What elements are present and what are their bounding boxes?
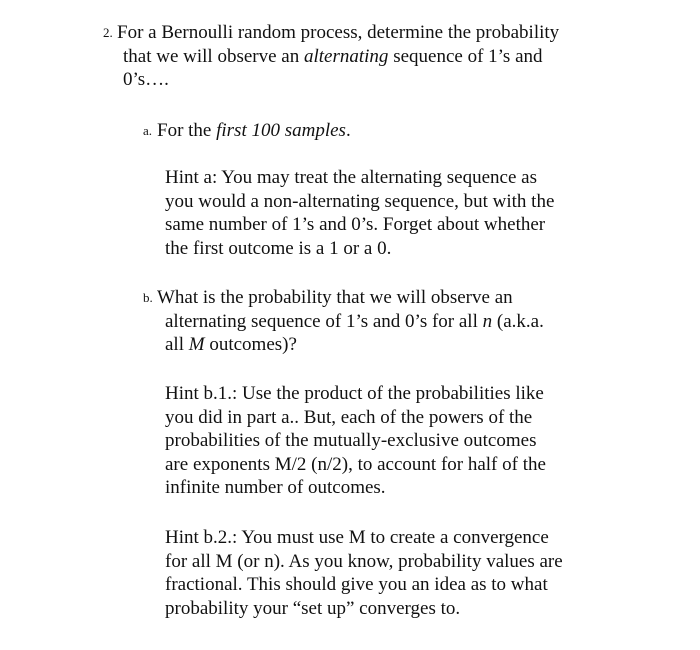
- hint-a: [165, 166, 635, 260]
- hint-b2: [165, 526, 635, 620]
- hint-b1: [165, 382, 635, 500]
- question-text: [117, 21, 677, 92]
- hint-b2-line: Hint b.2.: You must use M to create a convergence: [165, 527, 549, 548]
- hint-b1-line: Hint b.1.: Use the product of the probabilities like: [165, 383, 544, 404]
- part-b-line-3: all M outcomes)?: [165, 334, 297, 355]
- hint-a-line: Hint a: You may treat the alternating sequence as: [165, 167, 537, 188]
- hint-b1-line: infinite number of outcomes.: [165, 477, 386, 498]
- part-b-label: b.: [143, 290, 153, 305]
- hint-b1-line: are exponents M/2 (n/2), to account for half of the: [165, 453, 546, 475]
- hint-a-line: the first outcome is a 1 or a 0.: [165, 237, 392, 259]
- hint-b2-line: fractional. This should give you an idea as to what: [165, 574, 548, 595]
- question-line-3: 0’s….: [123, 69, 169, 90]
- hint-b1-line: probabilities of the mutually-exclusive outcomes: [165, 430, 537, 451]
- hint-a-line: same number of 1’s and 0’s. Forget about whether: [165, 214, 546, 235]
- question-line-2: that we will observe an alternating sequence of 1’s and: [123, 45, 543, 67]
- part-b-text: [157, 286, 657, 357]
- hint-b2-line: for all M (or n). As you know, probability values are: [165, 550, 563, 572]
- question-number: 2.: [103, 25, 113, 40]
- hint-a-line: you would a non-alternating sequence, but with the: [165, 190, 555, 212]
- hint-b2-line: probability your “set up” converges to.: [165, 597, 461, 619]
- hint-b1-line: you did in part a.. But, each of the powers of the: [165, 406, 533, 428]
- part-a-label: a.: [143, 123, 153, 138]
- part-a-text: For the first 100 samples.: [157, 120, 351, 141]
- part-b-line-1: What is the probability that we will observe an: [157, 287, 513, 308]
- part-b-line-2: alternating sequence of 1’s and 0’s for all n (a.k.a.: [165, 310, 544, 332]
- question-line-1: For a Bernoulli random process, determine the probability: [117, 22, 560, 43]
